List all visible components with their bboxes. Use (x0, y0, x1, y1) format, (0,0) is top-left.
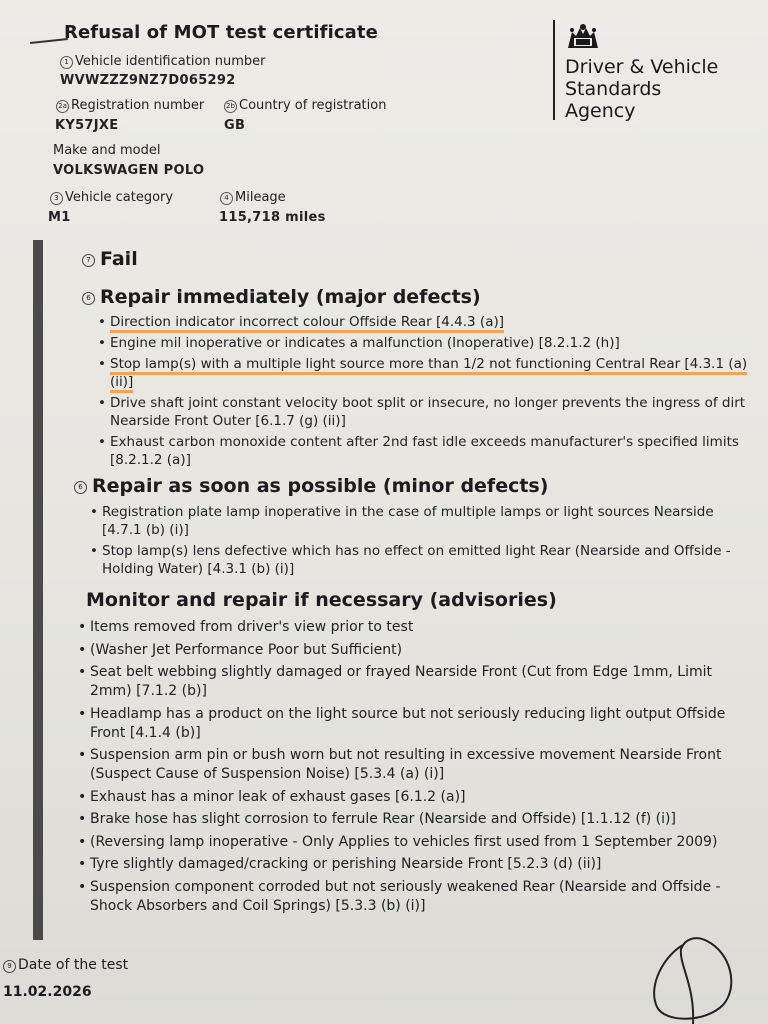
test-date-value: 11.02.2026 (3, 984, 92, 1000)
field-number-badge: 2a (56, 100, 69, 113)
registration-label: 2a Registration number (56, 98, 204, 113)
list-item: • Tyre slightly damaged/cracking or perishing Nearside Front [5.2.3 (d) (ii)] (78, 855, 758, 874)
list-item: • Seat belt webbing slightly damaged or frayed Nearside Front (Cut from Edge 1mm, Limit 2mm) [7.1.2 (b)] (78, 663, 758, 701)
country-label: 2b Country of registration (224, 98, 386, 113)
list-item: • Drive shaft joint constant velocity boot split or insecure, no longer prevents the ingress of dirt Nearside Front Outer [6.1.7 (g) (ii)] (98, 394, 748, 430)
field-number-badge: 7 (82, 254, 95, 267)
test-date-label: 9 Date of the test (3, 957, 128, 973)
list-item: • Stop lamp(s) with a multiple light source more than 1/2 not functioning Central Rear [4.3.1 (a) (ii)] (98, 355, 748, 391)
advisories-list (78, 618, 758, 919)
royal-crest-icon (564, 22, 602, 50)
list-item: • Engine mil inoperative or indicates a malfunction (Inoperative) [8.2.1.2 (h)] (98, 334, 748, 352)
list-item: • Brake hose has slight corrosion to ferrule Rear (Nearside and Offside) [1.1.12 (f) (i)] (78, 810, 758, 829)
list-item: • Stop lamp(s) lens defective which has no effect on emitted light Rear (Nearside and Offside - Holding Water) [4.3.1 (b) (i)] (90, 542, 755, 578)
field-number-badge: 3 (50, 192, 63, 205)
minor-defects-heading: 6 Repair as soon as possible (minor defects) (74, 475, 548, 497)
field-number-badge: 6 (74, 481, 87, 494)
list-item: • Suspension component corroded but not seriously weakened Rear (Nearside and Offside - Shock Absorbers and Coil Springs) [5.3.3 (b) (i)] (78, 878, 758, 916)
registration-value: KY57JXE (55, 118, 119, 133)
field-number-badge: 2b (224, 100, 237, 113)
list-item: • Direction indicator incorrect colour Offside Rear [4.4.3 (a)] (98, 313, 748, 331)
category-label: 3 Vehicle category (50, 190, 173, 205)
vin-label: 1 Vehicle identification number (60, 54, 266, 69)
title-rule (30, 38, 68, 44)
field-number-badge: 6 (82, 292, 95, 305)
make-model-value: VOLKSWAGEN POLO (53, 163, 205, 178)
list-item: • (Reversing lamp inoperative - Only Applies to vehicles first used from 1 September 2009) (78, 833, 758, 852)
section-side-bar (33, 240, 43, 940)
vin-value: WVWZZZ9NZ7D065292 (60, 73, 236, 88)
result-heading: 7 Fail (82, 248, 138, 270)
advisories-heading: Monitor and repair if necessary (advisories) (86, 589, 557, 611)
major-defects-list (98, 313, 748, 472)
field-number-badge: 9 (3, 960, 16, 973)
field-number-badge: 1 (60, 56, 73, 69)
list-item: • Items removed from driver's view prior to test (78, 618, 758, 637)
list-item: • Exhaust carbon monoxide content after 2nd fast idle exceeds manufacturer's specified limits [8.2.1.2 (a)] (98, 433, 748, 469)
minor-defects-list (90, 503, 755, 581)
agency-divider (553, 20, 555, 120)
field-number-badge: 4 (220, 192, 233, 205)
mileage-label: 4 Mileage (220, 190, 286, 205)
signature-mark (635, 925, 755, 1024)
make-model-label: Make and model (53, 143, 161, 158)
list-item: • Headlamp has a product on the light source but not seriously reducing light output Offside Front [4.1.4 (b)] (78, 705, 758, 743)
agency-name: Driver & Vehicle Standards Agency (565, 56, 719, 122)
country-value: GB (224, 118, 246, 133)
list-item: • Suspension arm pin or bush worn but not resulting in excessive movement Nearside Front (Suspect Cause of Suspension Noise) [5.3.4 (a) (i)] (78, 746, 758, 784)
mileage-value: 115,718 miles (219, 210, 326, 225)
category-value: M1 (48, 210, 71, 225)
list-item: • Registration plate lamp inoperative in the case of multiple lamps or light sources Nearside [4.7.1 (b) (i)] (90, 503, 755, 539)
document-title: Refusal of MOT test certificate (64, 22, 378, 43)
list-item: • Exhaust has a minor leak of exhaust gases [6.1.2 (a)] (78, 788, 758, 807)
major-defects-heading: 6 Repair immediately (major defects) (82, 286, 481, 308)
list-item: • (Washer Jet Performance Poor but Sufficient) (78, 641, 758, 660)
